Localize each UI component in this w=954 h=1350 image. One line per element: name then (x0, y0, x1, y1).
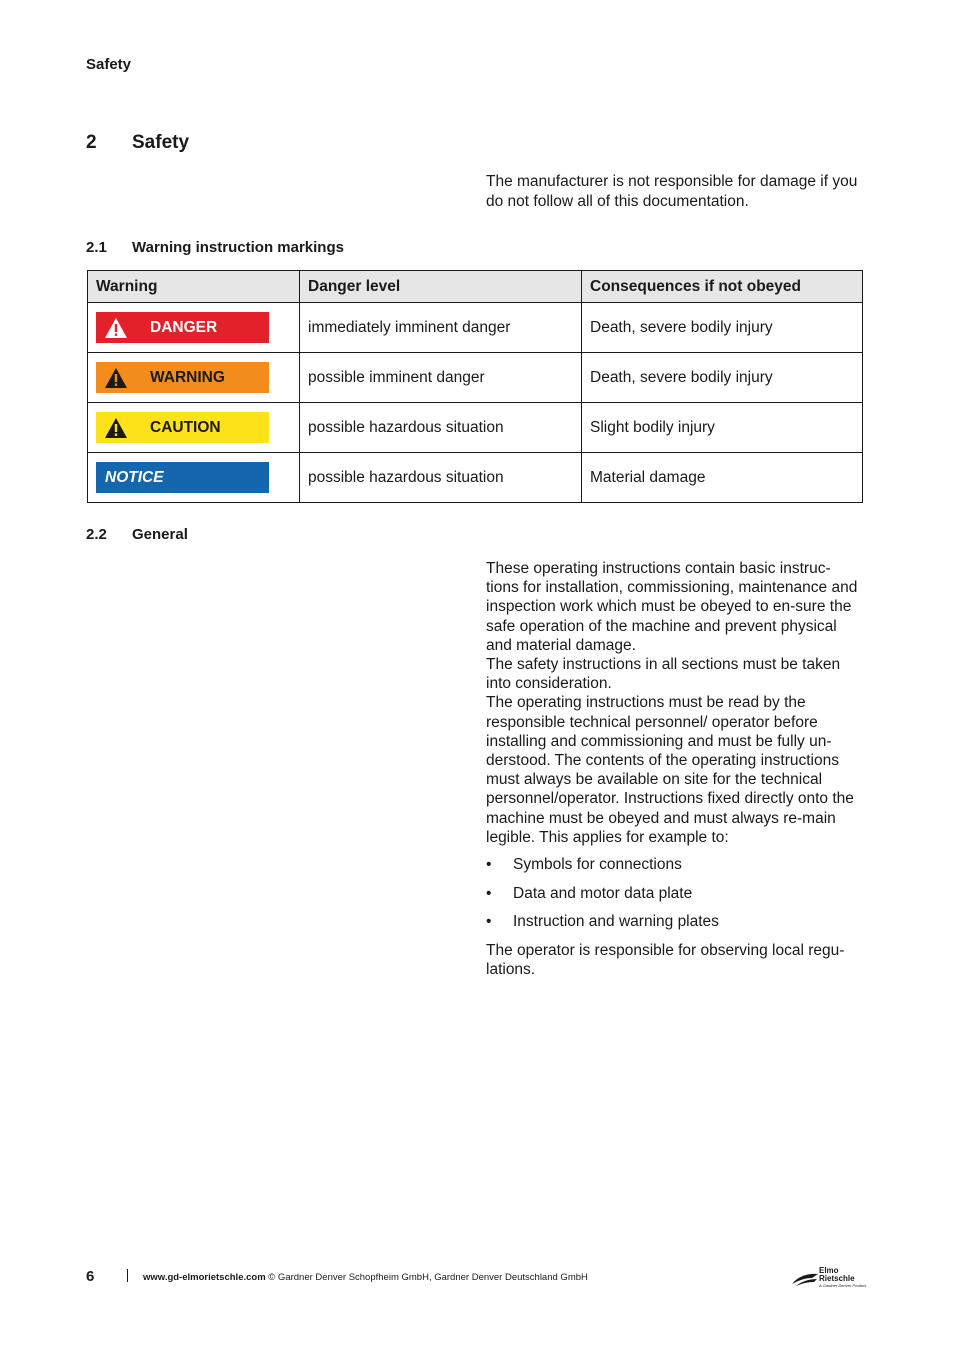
table-cell: Death, severe bodily injury (582, 303, 863, 353)
paragraph: The operating instructions must be read by the responsible technical personnel/ operator before installing and commissioning and must be fully un-derstood. The contents of the operating instructions must always be available on site for the technical personnel/operator. Instructions fixed directly onto the machine must be obeyed and must always re-main legible. This applies for example to: (486, 694, 854, 846)
logo-text (819, 1267, 855, 1283)
section-title: Warning instruction markings (132, 239, 344, 256)
sign-label: NOTICE (105, 468, 164, 486)
footer-url[interactable]: www.gd-elmorietschle.com (143, 1272, 266, 1283)
table-header: Danger level (300, 271, 582, 303)
table-row (88, 303, 863, 353)
bullet-icon: • (486, 913, 492, 931)
paragraph: The safety instructions in all sections must be taken into consideration. (486, 656, 841, 693)
table-header: Warning (88, 271, 300, 303)
notice-sign (96, 462, 269, 493)
sign-label: CAUTION (150, 418, 221, 436)
page-number: 6 (86, 1268, 95, 1285)
warning-triangle-icon (96, 317, 136, 339)
warning-triangle-icon (96, 367, 136, 389)
table-row (88, 353, 863, 403)
warning-sign (96, 362, 269, 393)
warning-triangle-icon (96, 417, 136, 439)
running-head: Safety (86, 56, 132, 73)
chapter-title: Safety (132, 132, 190, 153)
footer-divider (127, 1269, 128, 1282)
section-title: General (132, 526, 188, 543)
bullet-icon: • (486, 884, 492, 902)
table-cell: immediately imminent danger (300, 303, 582, 353)
list-item (486, 912, 862, 931)
table-row (88, 453, 863, 503)
chapter-heading (86, 132, 189, 154)
table-header: Consequences if not obeyed (582, 271, 863, 303)
warning-markings-table (87, 270, 863, 503)
chapter-number: 2 (86, 132, 97, 153)
table-cell: possible imminent danger (300, 353, 582, 403)
table-cell (88, 303, 300, 353)
list-item (486, 855, 862, 874)
sign-label: WARNING (150, 368, 225, 386)
table-cell: Slight bodily injury (582, 403, 863, 453)
logo-line: Rietschle (819, 1274, 855, 1283)
table-cell (88, 403, 300, 453)
general-text (486, 559, 862, 980)
table-cell: possible hazardous situation (300, 403, 582, 453)
list-item-text: Symbols for connections (513, 856, 682, 874)
section-number: 2.1 (86, 239, 107, 256)
list-item-text: Data and motor data plate (513, 884, 693, 902)
bullet-icon: • (486, 856, 492, 874)
section-number: 2.2 (86, 526, 107, 543)
table-cell (88, 453, 300, 503)
list-item-text: Instruction and warning plates (513, 913, 719, 931)
danger-sign (96, 312, 269, 343)
intro-text: The manufacturer is not responsible for damage if you do not follow all of this documentation. (486, 173, 858, 210)
caution-sign (96, 412, 269, 443)
bullet-list (486, 855, 862, 932)
table-header-row (88, 271, 863, 303)
section-heading-2-1 (86, 239, 344, 256)
sign-label: DANGER (150, 318, 218, 336)
section-heading-2-2 (86, 526, 188, 543)
table-cell: Death, severe bodily injury (582, 353, 863, 403)
logo-line: Elmo (819, 1266, 839, 1275)
footer-copyright: © Gardner Denver Schopfheim GmbH, Gardner Denver Deutschland GmbH (268, 1272, 588, 1283)
table-cell: possible hazardous situation (300, 453, 582, 503)
logo-tagline: A Gardner Denver Product (819, 1283, 867, 1288)
table-cell: Material damage (582, 453, 863, 503)
paragraph: These operating instructions contain basic instruc-tions for installation, commissioning, maintenance and inspection work which must be obeyed to en-sure the safe operation of the machine and prevent physical and material damage. (486, 560, 858, 654)
table-row (88, 403, 863, 453)
footer-text (143, 1272, 588, 1283)
table-cell (88, 353, 300, 403)
paragraph: The operator is responsible for observing local regu-lations. (486, 942, 845, 979)
list-item (486, 884, 862, 903)
